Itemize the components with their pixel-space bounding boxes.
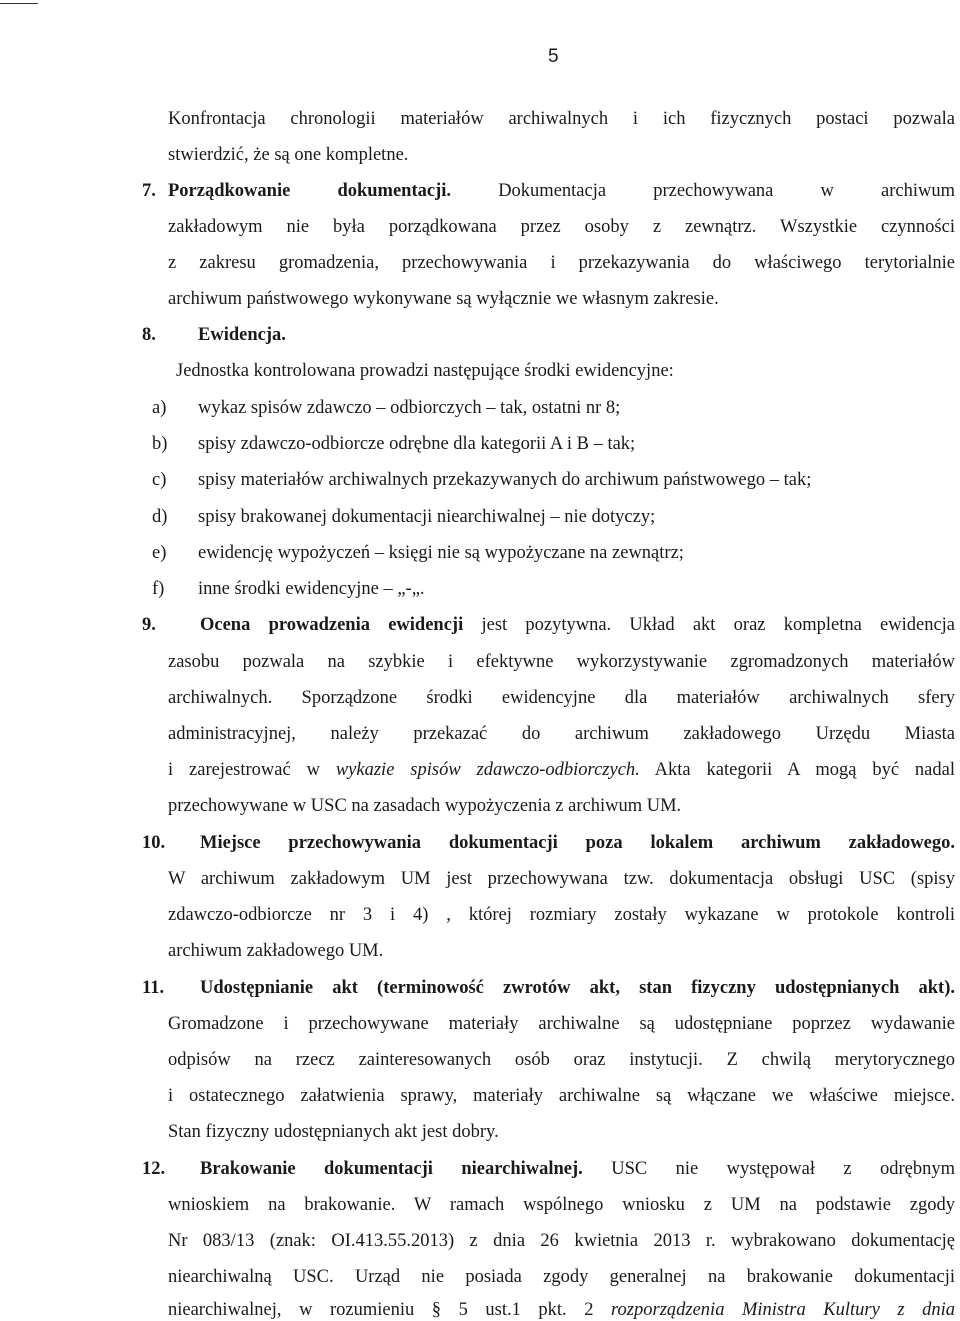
section-11-title: Udostępnianie akt (terminowość zwrotów akt, stan fizyczny udostępnianych akt).: [200, 978, 955, 998]
top-rule: [0, 3, 38, 4]
section-10-line-3: archiwum zakładowego UM.: [168, 941, 384, 961]
list-label-a: a): [152, 398, 167, 418]
section-10-line-1: W archiwum zakładowym UM jest przechowywana tzw. dokumentacja obsługi USC (spisy: [168, 869, 955, 889]
list-label-c: c): [152, 470, 167, 490]
section-12-number: 12.: [142, 1159, 166, 1179]
intro-line-1: Konfrontacja chronologii materiałów archiwalnych i ich fizycznych postaci pozwala: [168, 109, 955, 129]
section-9-italic-ref: wykazie spisów zdawczo-odbiorczych.: [335, 760, 640, 780]
section-9-line-2: zasobu pozwala na szybkie i efektywne wykorzystywanie zgromadzonych materiałów: [168, 652, 955, 672]
page-number: 5: [548, 46, 559, 67]
list-label-f: f): [152, 579, 165, 599]
section-12-title: Brakowanie dokumentacji niearchiwalnej.: [200, 1159, 583, 1179]
section-9-number: 9.: [142, 615, 156, 635]
list-item-c: spisy materiałów archiwalnych przekazywanych do archiwum państwowego – tak;: [198, 470, 812, 490]
section-9-line-6: przechowywane w USC na zasadach wypożyczenia z archiwum UM.: [168, 796, 682, 816]
list-item-b: spisy zdawczo-odbiorcze odrębne dla kategorii A i B – tak;: [198, 434, 636, 454]
section-11-line-2: odpisów na rzecz zainteresowanych osób oraz instytucji. Z chwilą merytorycznego: [168, 1050, 955, 1070]
section-9-line-4: administracyjnej, należy przekazać do archiwum zakładowego Urzędu Miasta: [168, 724, 955, 744]
list-label-e: e): [152, 543, 167, 563]
section-8-intro: Jednostka kontrolowana prowadzi następujące środki ewidencyjne:: [176, 361, 674, 381]
list-label-b: b): [152, 434, 168, 454]
list-item-d: spisy brakowanej dokumentacji niearchiwalnej – nie dotyczy;: [198, 507, 656, 527]
section-10-line-2: zdawczo-odbiorcze nr 3 i 4) , której rozmiary zostały wykazane w protokole kontroli: [168, 905, 955, 925]
section-7-line-3: z zakresu gromadzenia, przechowywania i przekazywania do właściwego terytorialnie: [168, 253, 955, 273]
list-item-e: ewidencję wypożyczeń – księgi nie są wypożyczane na zewnątrz;: [198, 543, 684, 563]
section-7-number: 7.: [142, 181, 156, 201]
section-7-line-4: archiwum państwowego wykonywane są wyłącznie we własnym zakresie.: [168, 289, 719, 309]
section-12-line-3: Nr 083/13 (znak: OI.413.55.2013) z dnia 26 kwietnia 2013 r. wybrakowano dokumentację: [168, 1231, 955, 1251]
section-11-line-4: Stan fizyczny udostępnianych akt jest dobry.: [168, 1122, 499, 1142]
section-11-line-1: Gromadzone i przechowywane materiały archiwalne są udostępniane poprzez wydawanie: [168, 1014, 955, 1034]
list-item-f: inne środki ewidencyjne – „-„.: [198, 579, 425, 599]
intro-line-2: stwierdzić, że są one kompletne.: [168, 145, 409, 165]
section-10-number: 10.: [142, 833, 166, 853]
list-item-a: wykaz spisów zdawczo – odbiorczych – tak, ostatni nr 8;: [198, 398, 621, 418]
section-7-line-2: zakładowym nie była porządkowana przez osoby z zewnątrz. Wszystkie czynności: [168, 217, 955, 237]
section-12-line-4: niearchiwalną USC. Urząd nie posiada zgody generalnej na brakowanie dokumentacji: [168, 1267, 955, 1287]
section-8-title: Ewidencja.: [198, 325, 286, 345]
section-9-line-1: Ocena prowadzenia ewidencji jest pozytywna. Układ akt oraz kompletna ewidencja: [200, 615, 956, 635]
section-11-number: 11.: [142, 978, 165, 998]
section-9-title: Ocena prowadzenia ewidencji: [200, 615, 464, 635]
section-12-line-5: niearchiwalnej, w rozumieniu § 5 ust.1 pkt. 2 rozporządzenia Ministra Kultury z dnia: [168, 1300, 955, 1320]
section-12-line-1: Brakowanie dokumentacji niearchiwalnej. USC nie występował z odrębnym: [200, 1159, 956, 1179]
section-9-line-5: i zarejestrować w wykazie spisów zdawczo-odbiorczych. Akta kategorii A mogą być nadal: [168, 760, 955, 780]
section-7-line-1: Porządkowanie dokumentacji. Dokumentacja przechowywana w archiwum: [168, 181, 956, 201]
section-10-title: Miejsce przechowywania dokumentacji poza lokalem archiwum zakładowego.: [200, 833, 955, 853]
section-11-line-3: i ostatecznego załatwienia sprawy, materiały archiwalne są włączane we właściwe miejsce.: [168, 1086, 955, 1106]
section-9-line-3: archiwalnych. Sporządzone środki ewidencyjne dla materiałów archiwalnych sfery: [168, 688, 955, 708]
section-8-number: 8.: [142, 325, 156, 345]
section-7-title: Porządkowanie dokumentacji.: [168, 181, 452, 201]
section-12-italic-ref: rozporządzenia Ministra Kultury z dnia: [611, 1300, 955, 1320]
section-12-line-2: wnioskiem na brakowanie. W ramach wspólnego wniosku z UM na podstawie zgody: [168, 1195, 955, 1215]
list-label-d: d): [152, 507, 168, 527]
